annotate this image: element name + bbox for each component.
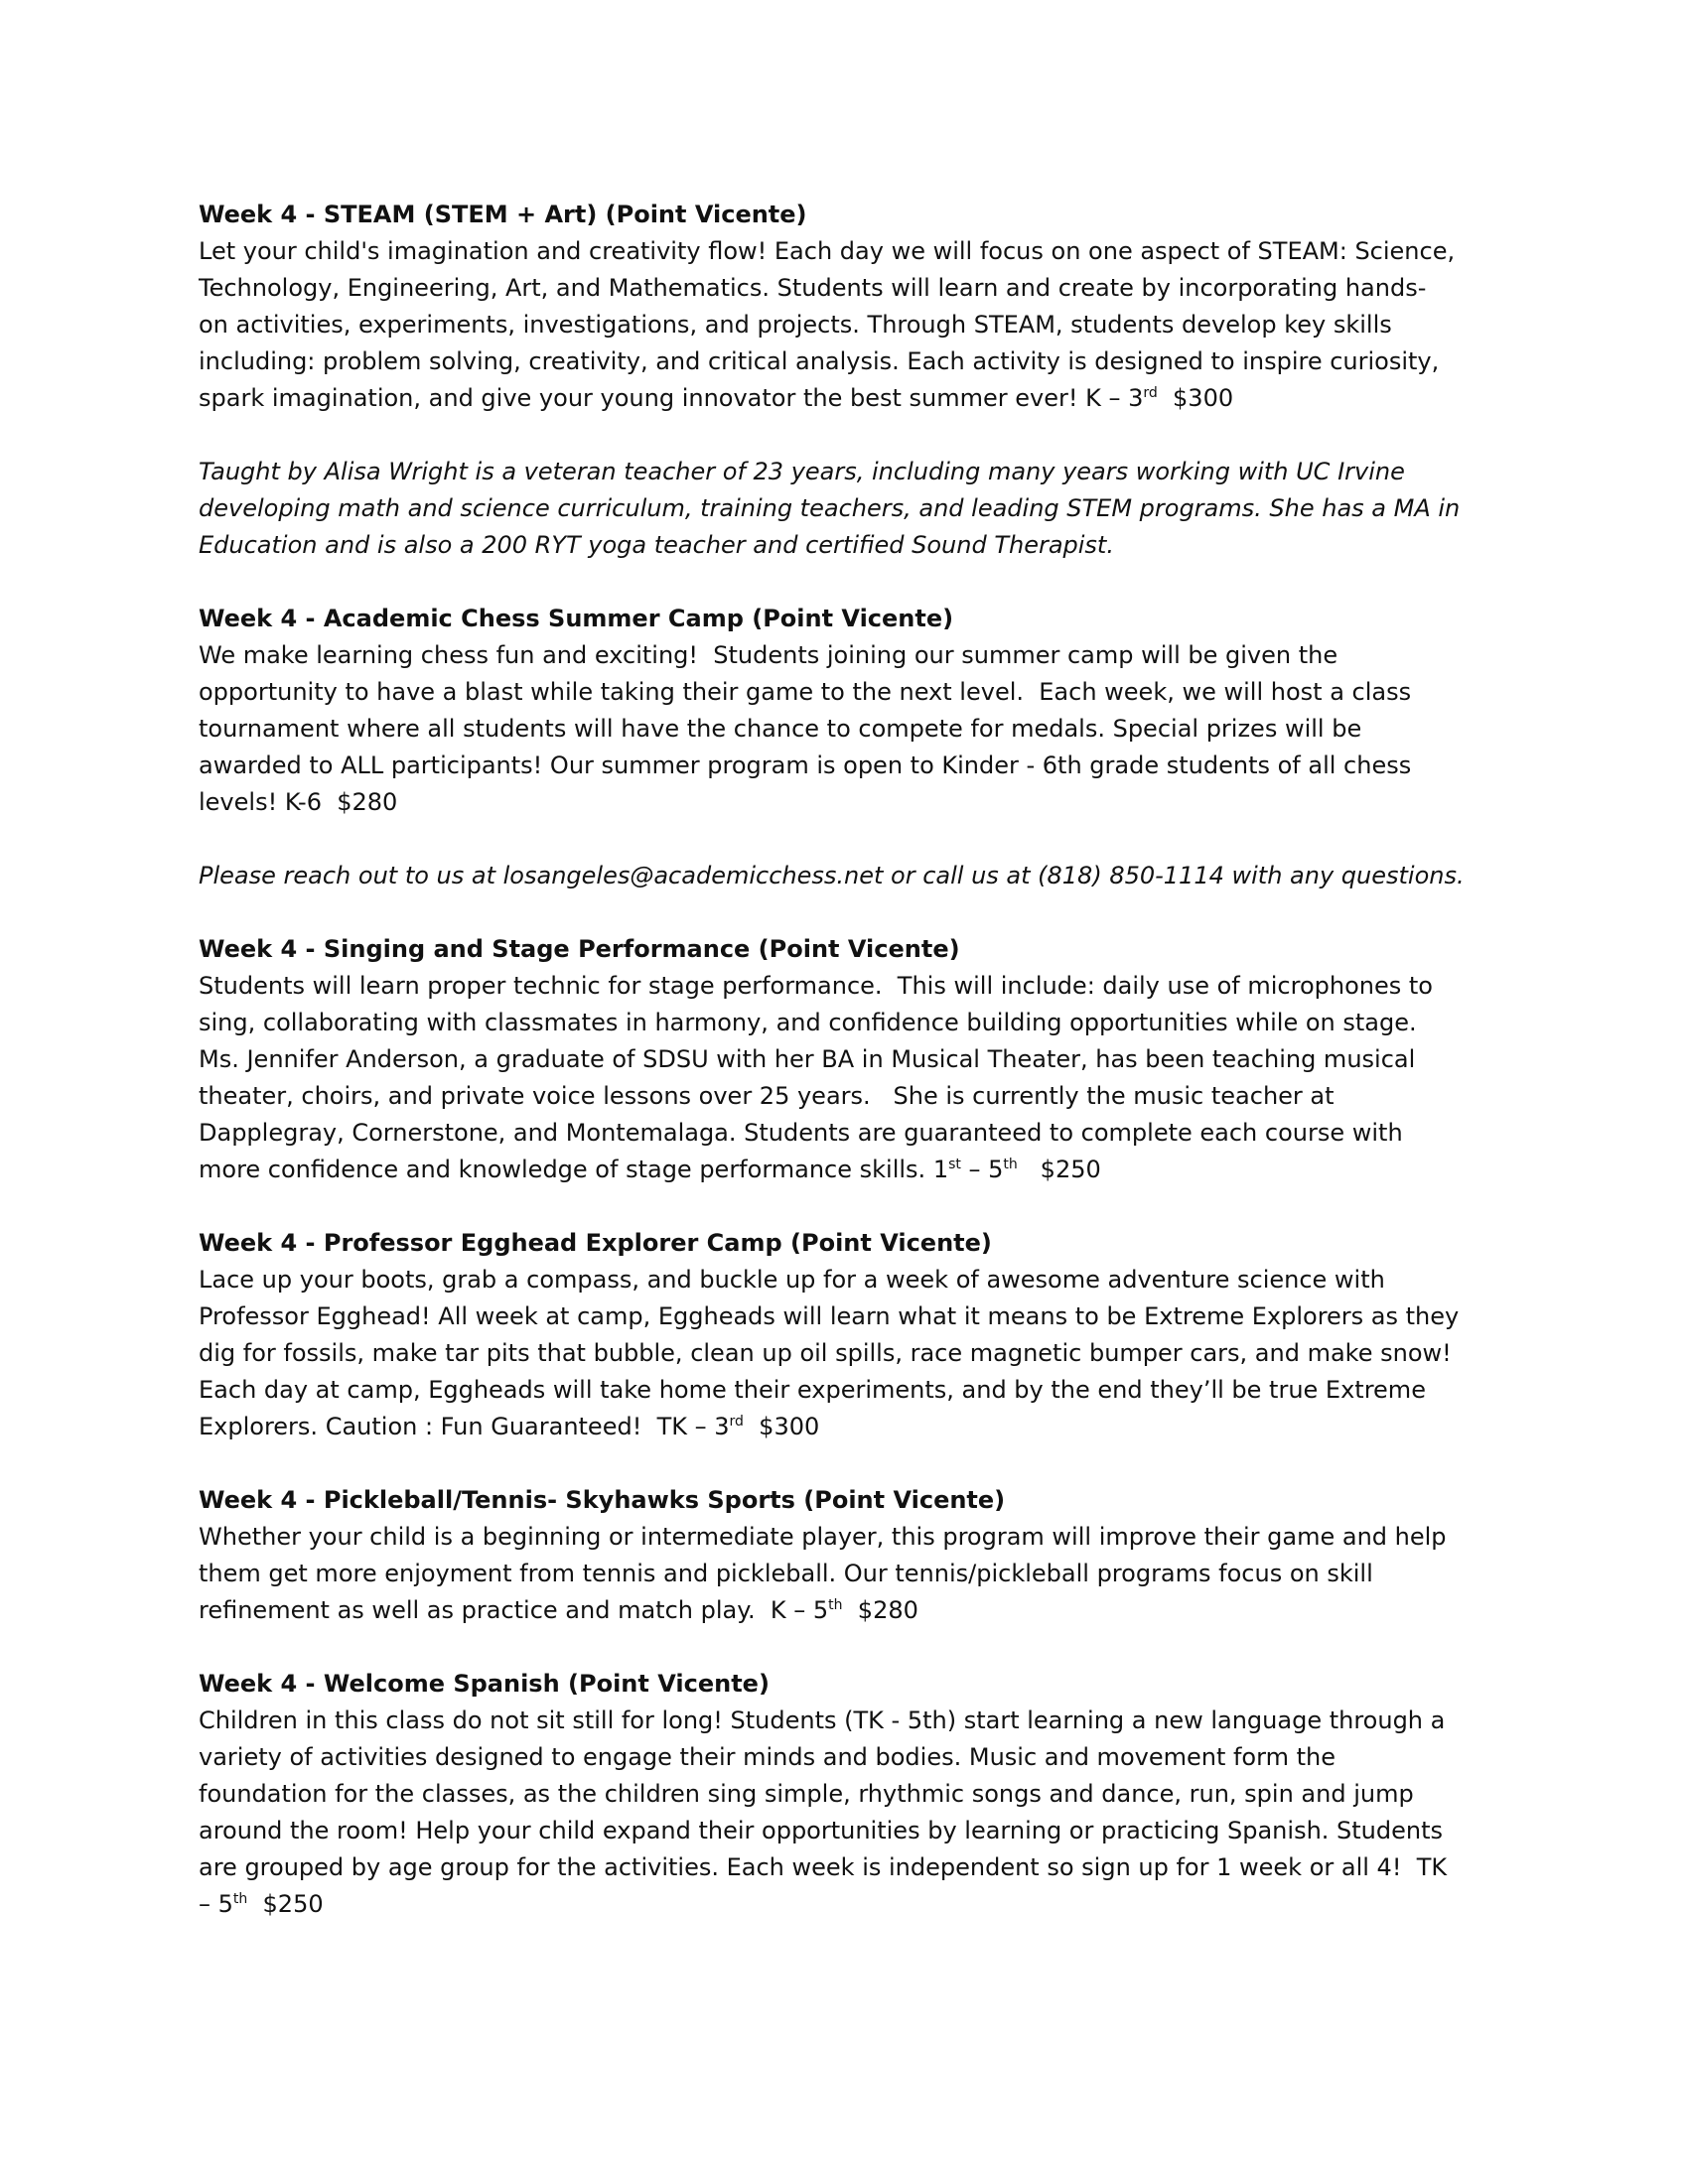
body-line: are grouped by age group for the activities. Each week is independent so sign up for 1 week or all 4! TK xyxy=(199,1853,1448,1881)
section-egghead xyxy=(199,1225,1489,1445)
section-steam-note xyxy=(199,454,1489,564)
body-line: Each day at camp, Eggheads will take home their experiments, and by the end they’ll be true Extreme xyxy=(199,1376,1426,1404)
price-text: $300 xyxy=(743,1413,820,1440)
note-line: developing math and science curriculum, training teachers, and leading STEM programs. She has a MA in xyxy=(199,494,1461,522)
contact-note: Please reach out to us at losangeles@academicchess.net or call us at (818) 850-1114 with any questions. xyxy=(199,862,1465,889)
document-page xyxy=(199,197,1489,1960)
section-chess xyxy=(199,601,1489,821)
body-line: Students will learn proper technic for stage performance. This will include: daily use of microphones to xyxy=(199,972,1433,1000)
ordinal-suffix: st xyxy=(948,1157,961,1172)
ordinal-suffix: th xyxy=(1003,1157,1018,1172)
body-line: Ms. Jennifer Anderson, a graduate of SDSU with her BA in Musical Theater, has been teaching musical xyxy=(199,1045,1416,1073)
note-line: Taught by Alisa Wright is a veteran teacher of 23 years, including many years working with UC Irvine xyxy=(199,458,1405,485)
ordinal-suffix: rd xyxy=(729,1414,744,1430)
body-line: Professor Egghead! All week at camp, Eggheads will learn what it means to be Extreme Explorers as they xyxy=(199,1302,1460,1330)
section-spanish xyxy=(199,1666,1489,1923)
body-line: theater, choirs, and private voice lessons over 25 years. She is currently the music teacher at xyxy=(199,1082,1335,1110)
body-line: dig for fossils, make tar pits that bubble, clean up oil spills, race magnetic bumper cars, and make snow! xyxy=(199,1339,1452,1367)
price-text: $250 xyxy=(247,1890,324,1918)
ordinal-suffix: rd xyxy=(1143,385,1158,401)
section-steam xyxy=(199,197,1489,417)
body-line: foundation for the classes, as the children sing simple, rhythmic songs and dance, run, spin and jump xyxy=(199,1780,1414,1808)
body-line: Let your child's imagination and creativity flow! Each day we will focus on one aspect of STEAM: Science, xyxy=(199,237,1456,265)
price-line xyxy=(199,1592,1489,1629)
section-title: Week 4 - STEAM (STEM + Art) (Point Vicente) xyxy=(199,201,807,228)
body-line: around the room! Help your child expand their opportunities by learning or practicing Spanish. Students xyxy=(199,1817,1444,1844)
body-line: levels! K-6 $280 xyxy=(199,788,398,816)
body-line: them get more enjoyment from tennis and pickleball. Our tennis/pickleball programs focus on skill xyxy=(199,1560,1373,1587)
price-line-text: – 5 xyxy=(199,1890,233,1918)
price-line-text: more confidence and knowledge of stage performance skills. 1 xyxy=(199,1156,949,1183)
price-line-text: Explorers. Caution : Fun Guaranteed! TK – 3 xyxy=(199,1413,730,1440)
ordinal-suffix: th xyxy=(828,1597,843,1613)
price-text: $280 xyxy=(842,1596,918,1624)
body-line: Technology, Engineering, Art, and Mathematics. Students will learn and create by incorporating hands- xyxy=(199,274,1427,302)
body-line: opportunity to have a blast while taking their game to the next level. Each week, we will host a class xyxy=(199,678,1412,706)
section-title: Week 4 - Academic Chess Summer Camp (Point Vicente) xyxy=(199,605,954,632)
price-text: $250 xyxy=(1017,1156,1101,1183)
section-title: Week 4 - Welcome Spanish (Point Vicente) xyxy=(199,1670,770,1698)
section-title: Week 4 - Singing and Stage Performance (Point Vicente) xyxy=(199,935,960,963)
section-chess-note xyxy=(199,858,1489,894)
body-line: variety of activities designed to engage their minds and bodies. Music and movement form the xyxy=(199,1743,1336,1771)
section-title: Week 4 - Professor Egghead Explorer Camp (Point Vicente) xyxy=(199,1229,992,1257)
price-line xyxy=(199,1886,1489,1923)
price-line xyxy=(199,380,1489,417)
body-line: Whether your child is a beginning or intermediate player, this program will improve their game and help xyxy=(199,1523,1447,1551)
body-line: on activities, experiments, investigations, and projects. Through STEAM, students develop key skills xyxy=(199,311,1392,339)
price-line-text: refinement as well as practice and match play. K – 5 xyxy=(199,1596,829,1624)
price-line xyxy=(199,1152,1489,1188)
section-singing xyxy=(199,931,1489,1188)
ordinal-suffix: th xyxy=(232,1891,248,1907)
section-pickleball xyxy=(199,1482,1489,1629)
body-line: including: problem solving, creativity, and critical analysis. Each activity is designed to inspire curiosity, xyxy=(199,347,1440,375)
body-line: tournament where all students will have the chance to compete for medals. Special prizes will be xyxy=(199,715,1362,743)
body-line: awarded to ALL participants! Our summer program is open to Kinder - 6th grade students of all chess xyxy=(199,751,1412,779)
price-line-mid: – 5 xyxy=(960,1156,1004,1183)
body-line: Dapplegray, Cornerstone, and Montemalaga. Students are guaranteed to complete each course with xyxy=(199,1119,1403,1147)
note-line: Education and is also a 200 RYT yoga teacher and certified Sound Therapist. xyxy=(199,531,1114,559)
body-line: We make learning chess fun and exciting! Students joining our summer camp will be given the xyxy=(199,641,1338,669)
body-line: Lace up your boots, grab a compass, and buckle up for a week of awesome adventure science with xyxy=(199,1266,1385,1294)
body-line: sing, collaborating with classmates in harmony, and confidence building opportunities while on stage. xyxy=(199,1009,1417,1036)
section-title: Week 4 - Pickleball/Tennis- Skyhawks Sports (Point Vicente) xyxy=(199,1486,1006,1514)
price-text: $300 xyxy=(1157,384,1234,412)
body-line: Children in this class do not sit still for long! Students (TK - 5th) start learning a new language through a xyxy=(199,1706,1446,1734)
price-line xyxy=(199,1409,1489,1445)
price-line-text: spark imagination, and give your young innovator the best summer ever! K – 3 xyxy=(199,384,1144,412)
